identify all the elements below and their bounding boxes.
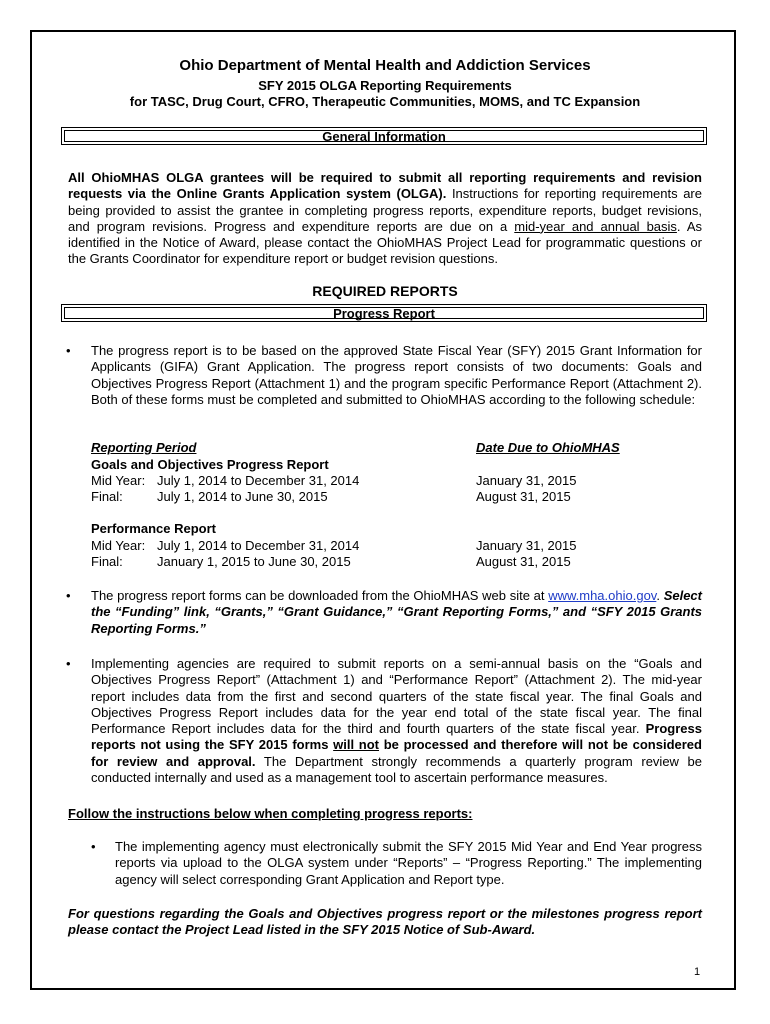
bullet-icon: • <box>66 656 71 671</box>
general-text-part2: . As identified in the Notice of Award, please contact the OhioMHAS Project Lead for programmatic questions or the Grants Coordinator for expenditure report or budget revision questions. <box>68 218 702 267</box>
schedule-performance-mid-due: January 31, 2015 <box>476 538 577 553</box>
document-subtitle: SFY 2015 OLGA Reporting Requirements <box>258 78 512 93</box>
bullet-icon: • <box>66 343 71 358</box>
schedule-header-period: Reporting Period <box>91 440 197 455</box>
schedule-performance-title: Performance Report <box>91 521 216 536</box>
general-underlined: mid-year and annual basis <box>514 218 677 234</box>
schedule-performance-final: Final: January 1, 2015 to June 30, 2015 <box>91 554 351 569</box>
instructions-heading: Follow the instructions below when completing progress reports: <box>68 806 473 821</box>
bullet-progress-report-basis: The progress report is to be based on the approved State Fiscal Year (SFY) 2015 Grant Information for Applicants (GIFA) Grant Application. The progress report consists of two documents: Goals and Objectives Progress Report (Attachment 1) and the program specific Performance Report (Attachment 2). Both of these forms must be completed and submitted to OhioMHAS according to the following schedule: <box>91 343 702 407</box>
download-forms-instructions: Select the “Funding” link, “Grants,” “Grant Guidance,” “Grant Reporting Forms,” and “SFY 2015 Grants Reporting Forms.” <box>91 588 702 636</box>
schedule-goals-mid-due: January 31, 2015 <box>476 473 577 488</box>
bullet-icon: • <box>91 839 96 854</box>
general-information-box <box>61 127 707 145</box>
closing-contact-note: For questions regarding the Goals and Objectives progress report or the milestones progress report please contact the Project Lead listed in the SFY 2015 Notice of Sub-Award. <box>68 906 702 938</box>
general-text-part1: Instructions for reporting requirements are being provided to assist the grantee in completing progress reports, expenditure reports, budget revisions, and program revisions. Progress and expenditure reports are due on a <box>68 186 702 234</box>
document-programs: for TASC, Drug Court, CFRO, Therapeutic Communities, MOMS, and TC Expansion <box>129 94 641 109</box>
schedule-header-due: Date Due to OhioMHAS <box>476 440 620 455</box>
bullet-icon: • <box>66 588 71 603</box>
ohiomhas-website-link[interactable]: www.mha.ohio.gov <box>548 588 657 603</box>
bullet-download-forms: The progress report forms can be downloaded from the OhioMHAS web site at www.mha.ohio.gov. Select the “Funding” link, “Grants,” “Grant Guidance,” “Grant Reporting Forms,” and “SFY 2015 Grants Reporting Forms.” <box>91 588 702 636</box>
schedule-performance-mid: Mid Year: July 1, 2014 to December 31, 2014 <box>91 538 360 553</box>
schedule-goals-final-due: August 31, 2015 <box>476 489 571 504</box>
schedule-performance-final-due: August 31, 2015 <box>476 554 571 569</box>
general-information-paragraph <box>68 170 702 268</box>
page-number: 1 <box>694 966 701 978</box>
required-reports-heading: REQUIRED REPORTS <box>312 283 458 299</box>
bullet-semi-annual-reports: Implementing agencies are required to submit reports on a semi-annual basis on the “Goals and Objectives Progress Report” (Attachment 1) and “Performance Report” (Attachment 2). The mid-year report includes data from the first and second quarters of the state fiscal year. The final Goals and Objectives Progress Report includes data for the year end total of the state fiscal year. The final Performance Report includes data for the third and fourth quarters of the state fiscal year. Progress reports not using the SFY 2015 forms will not be processed and therefore will not be considered for review and approval. The Department strongly recommends a quarterly program review be conducted internally and used as a management tool to ascertain performance measures. <box>91 656 703 786</box>
progress-report-heading: Progress Report <box>64 307 704 319</box>
general-bold-intro: All OhioMHAS OLGA grantees will be required to submit all reporting requirements and revision requests via the Online Grants Application system (OLGA). <box>68 170 702 202</box>
instruction-item-upload: The implementing agency must electronically submit the SFY 2015 Mid Year and End Year progress reports via upload to the OLGA system under “Reports” – “Progress Reporting.” The implementing agency will select corresponding Grant Application and Report type. <box>115 839 702 887</box>
schedule-goals-final: Final: July 1, 2014 to June 30, 2015 <box>91 489 328 504</box>
document-title: Ohio Department of Mental Health and Addiction Services <box>179 57 591 74</box>
schedule-goals-title: Goals and Objectives Progress Report <box>91 457 329 472</box>
progress-report-box <box>61 304 707 322</box>
general-information-heading: General Information <box>64 130 704 142</box>
schedule-goals-mid: Mid Year: July 1, 2014 to December 31, 2014 <box>91 473 360 488</box>
